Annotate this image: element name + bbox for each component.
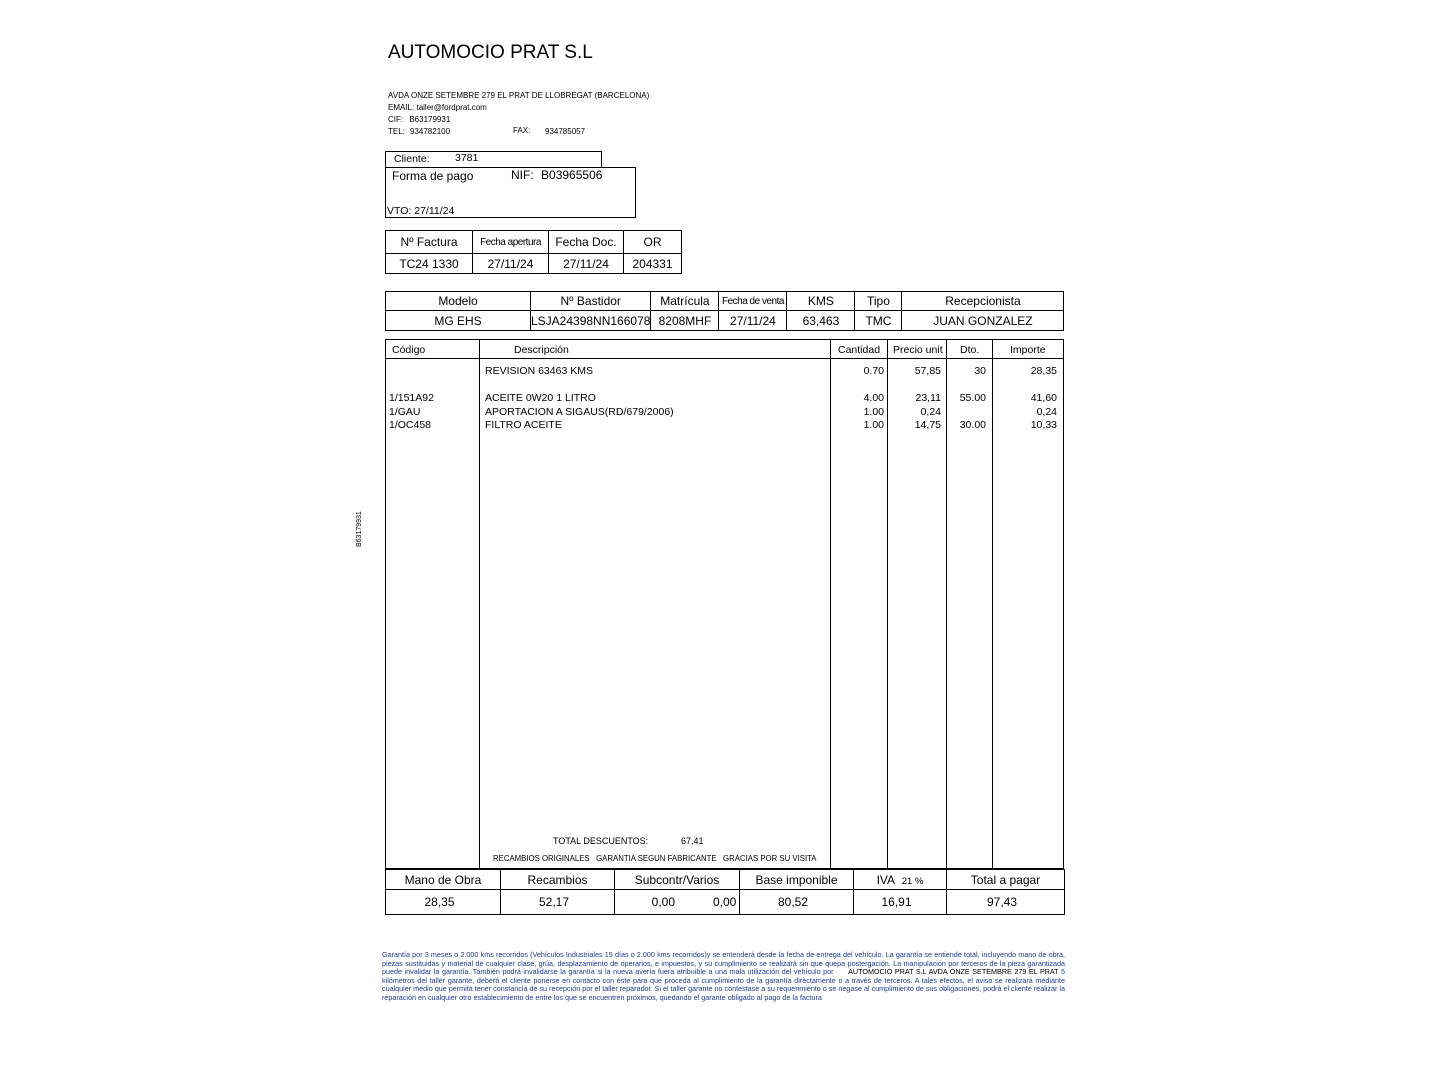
invoice-opening-date: 27/11/24 xyxy=(473,254,549,274)
warranty-text-part1: Garantía por 3 meses o 2.000 kms recorridos (Vehículos Industriales 15 días o 2.000 kms recorridos)y se entenderá desde la fecha de entrega del vehículo. La garantía se entiende total, incluyendo mano de obra, piezas sustituidas y material de cualquier clase, grúa, desplazamiento de operarios, e impuestos, y su cumplimiento se realizará sin que quepa postergación. La manipulación por terceros de la pieza garantizada puede invalidar la garantía. También podrá invalidarse la garantía si la nueva avería fuera atribuible a una mala utilización del vehículo por xyxy=(382,950,1065,977)
totals-sub xyxy=(615,890,740,915)
totals-parts: 52,17 xyxy=(501,890,615,915)
item-price: 57,85 xyxy=(914,365,941,377)
items-col-divider xyxy=(830,339,831,869)
items-col-divider xyxy=(992,339,993,869)
payment-label: Forma de pago xyxy=(392,169,474,183)
totals-labor: 28,35 xyxy=(386,890,501,915)
invoice-header-docdate: Fecha Doc. xyxy=(549,231,624,254)
items-col-divider xyxy=(887,339,888,869)
vehicle-plate: 8208MHF xyxy=(651,311,719,331)
invoice-header-opening: Fecha apertura xyxy=(473,231,549,254)
item-code: 1/151A92 xyxy=(389,392,434,404)
totals-sub-2: 0,00 xyxy=(712,895,737,909)
nif-row xyxy=(511,168,602,182)
item-disc: 30 xyxy=(974,365,986,377)
item-price: 0,24 xyxy=(920,405,941,418)
vehicle-header-sale-date: Fecha de venta xyxy=(719,292,787,311)
items-header-divider xyxy=(385,358,1064,359)
vehicle-header-kms: KMS xyxy=(787,292,855,311)
totals-sub-1: 0,00 xyxy=(651,895,675,909)
vehicle-header-model: Modelo xyxy=(386,292,531,311)
items-header-qty: Cantidad xyxy=(838,344,881,356)
vehicle-kms: 63,463 xyxy=(787,311,855,331)
fax-label: FAX: xyxy=(513,126,531,135)
items-col-divider xyxy=(946,339,947,869)
nif-value: B03965506 xyxy=(541,168,603,182)
totals-table xyxy=(385,869,1065,915)
invoice-number: TC24 1330 xyxy=(386,254,473,274)
totals-base: 80,52 xyxy=(740,890,854,915)
item-qty: 1.00 xyxy=(863,419,884,431)
email-label: EMAIL: xyxy=(388,103,415,112)
invoice-or: 204331 xyxy=(624,254,682,274)
vehicle-header-receptionist: Recepcionista xyxy=(902,292,1064,311)
item-amount: 28,35 xyxy=(1030,365,1057,377)
total-discounts-label: TOTAL DESCUENTOS: xyxy=(553,836,649,846)
item-amount: 0,24 xyxy=(1036,405,1057,418)
cif-value: B63179931 xyxy=(409,115,451,124)
item-price: 14,75 xyxy=(914,419,941,431)
totals-iva: 16,91 xyxy=(854,890,947,915)
client-number: 3781 xyxy=(455,152,479,164)
company-address: AVDA ONZE SETEMBRE 279 EL PRAT DE LLOBREGAT (BARCELONA) xyxy=(388,91,650,100)
fax-value: 934785057 xyxy=(545,127,586,136)
vehicle-model: MG EHS xyxy=(386,311,531,331)
item-desc: REVISION 63463 KMS xyxy=(485,365,593,377)
items-header-amount: Importe xyxy=(1010,344,1046,356)
totals-header-base: Base imponible xyxy=(740,870,854,890)
tel-value: 934782100 xyxy=(410,127,451,136)
item-disc: 55.00 xyxy=(959,392,986,404)
company-cif-row xyxy=(388,114,450,126)
iva-label: IVA xyxy=(876,872,895,887)
items-note: RECAMBIOS ORIGINALES GARANTIA SEGUN FABRICANTE GRACIAS POR SU VISITA xyxy=(493,854,817,863)
items-header-price: Precio unit xyxy=(893,344,943,356)
email-value: taller@fordprat.com xyxy=(416,103,487,112)
item-qty: 1.00 xyxy=(863,405,884,418)
iva-rate: 21 % xyxy=(901,875,924,887)
items-header-code: Código xyxy=(392,344,426,356)
item-amount: 41,60 xyxy=(1030,392,1057,404)
item-desc: APORTACION A SIGAUS(RD/679/2006) xyxy=(485,405,674,418)
items-header-desc: Descripción xyxy=(514,344,569,356)
nif-label: NIF: xyxy=(511,168,534,182)
company-email-row xyxy=(388,102,487,114)
total-discounts-value: 67,41 xyxy=(681,836,704,846)
totals-grand: 97,43 xyxy=(947,890,1065,915)
tel-label: TEL: xyxy=(388,127,405,136)
invoice-header-number: Nº Factura xyxy=(386,231,473,254)
vehicle-header-plate: Matrícula xyxy=(651,292,719,311)
item-desc: FILTRO ACEITE xyxy=(485,419,562,431)
company-name: AUTOMOCIO PRAT S.L xyxy=(388,42,593,63)
items-header-disc: Dto. xyxy=(960,344,980,356)
vehicle-type: TMC xyxy=(855,311,902,331)
client-label: Cliente: xyxy=(394,153,430,165)
item-desc: ACEITE 0W20 1 LITRO xyxy=(485,392,596,404)
item-disc: 30.00 xyxy=(959,419,986,431)
item-code: 1/GAU xyxy=(389,405,421,418)
invoice-doc-date: 27/11/24 xyxy=(549,254,624,274)
warranty-text-part2: 5 kilómetros del taller garante, deberá el cliente ponerse en contacto con éste para que proceda al cumplimiento de la garantía directamente o a través de terceros. A tales efectos, el aviso se realizará mediante cualquier medio que permita tener constancia de su recepción por el taller reparador. Si el taller garante no contestase a su requerimiento o se negase al cumplimiento de sus obligaciones, podrá el cliente realizar la reparación en cualquier otro establecimiento de entre los que se encuentren próximos, quedando el garante obligado al pago de la factura xyxy=(382,967,1065,1002)
invoice-table xyxy=(385,230,682,274)
vehicle-table xyxy=(385,291,1064,331)
totals-header-parts: Recambios xyxy=(501,870,615,890)
item-qty: 4.00 xyxy=(863,392,884,404)
warranty-address: AVDA ONZE SETEMBRE 279 EL PRAT xyxy=(928,967,1059,977)
vehicle-receptionist: JUAN GONZALEZ xyxy=(902,311,1064,331)
totals-header-sub: Subcontr/Varios xyxy=(615,870,740,890)
vehicle-sale-date: 27/11/24 xyxy=(719,311,787,331)
side-code: B63179931 xyxy=(356,511,363,547)
totals-header-iva xyxy=(854,870,947,890)
totals-header-labor: Mano de Obra xyxy=(386,870,501,890)
warranty-company: AUTOMOCIO PRAT S.L xyxy=(848,967,927,977)
vehicle-chassis: LSJA24398NN166078 xyxy=(531,311,651,331)
item-amount: 10,33 xyxy=(1030,419,1057,431)
items-col-divider xyxy=(479,339,480,869)
totals-header-total: Total a pagar xyxy=(947,870,1065,890)
vehicle-header-chassis: Nº Bastidor xyxy=(531,292,651,311)
vehicle-header-type: Tipo xyxy=(855,292,902,311)
warranty-text xyxy=(382,951,1065,1003)
item-price: 23,11 xyxy=(915,392,941,404)
item-qty: 0.70 xyxy=(863,365,884,377)
item-code: 1/OC458 xyxy=(389,419,432,431)
due-date: VTO: 27/11/24 xyxy=(387,205,455,217)
cif-label: CIF: xyxy=(388,115,404,124)
invoice-header-or: OR xyxy=(624,231,682,254)
